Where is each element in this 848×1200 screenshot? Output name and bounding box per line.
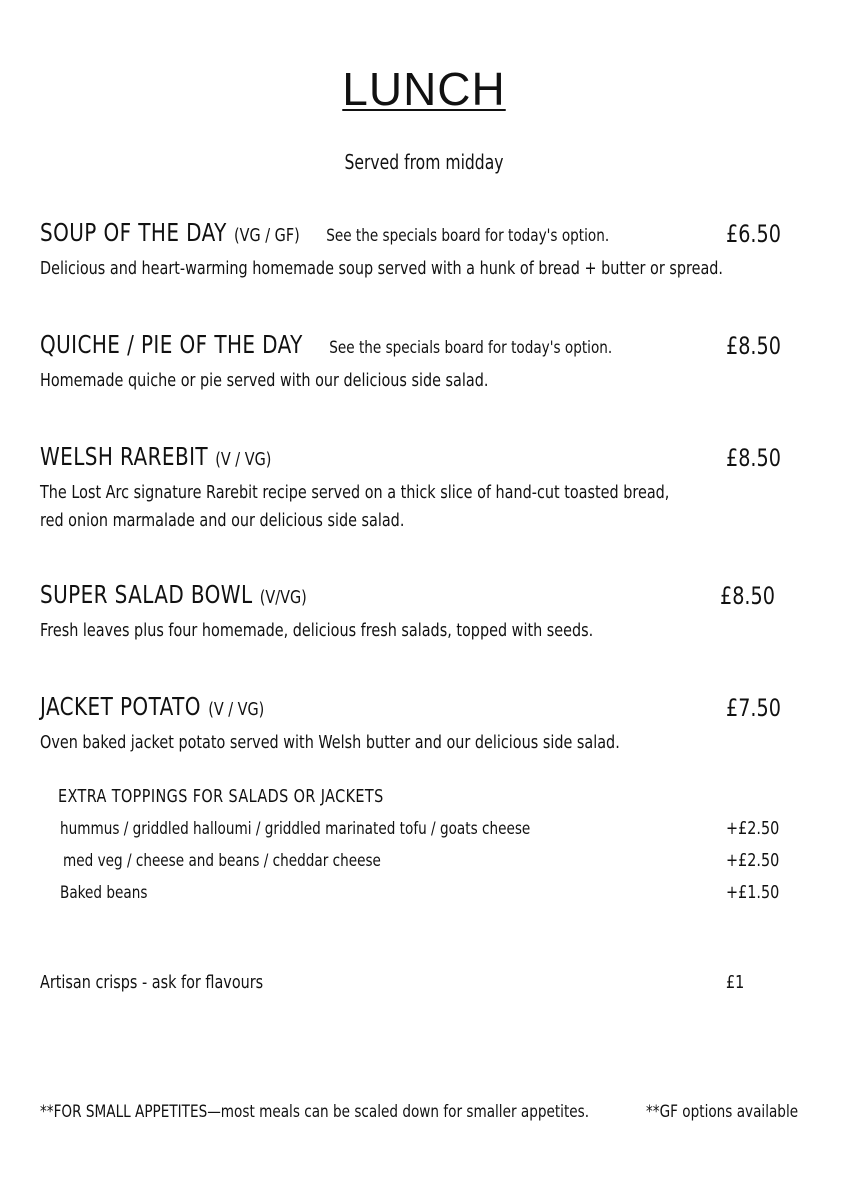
item-description: Homemade quiche or pie served with our delicious side salad. [40, 370, 489, 391]
crisps-price: £1 [726, 972, 745, 993]
item-name: JACKET POTATO [40, 692, 201, 721]
item-price: £6.50 [726, 220, 781, 248]
extra-row-label: med veg / cheese and beans / cheddar cheese [63, 851, 381, 871]
extras-heading: EXTRA TOPPINGS FOR SALADS OR JACKETS [58, 786, 384, 807]
item-price: £8.50 [720, 582, 775, 610]
extra-row-price: +£1.50 [726, 882, 780, 903]
menu-item-jacket-potato [40, 692, 264, 721]
item-description-line-2: red onion marmalade and our delicious side salad. [40, 510, 405, 531]
item-price: £7.50 [726, 694, 781, 722]
extra-row-label: hummus / griddled halloumi / griddled marinated tofu / goats cheese [60, 819, 531, 839]
extra-row-price: +£2.50 [726, 850, 780, 871]
item-description: Fresh leaves plus four homemade, delicious fresh salads, topped with seeds. [40, 620, 594, 641]
footer-small-appetites: **FOR SMALL APPETITES—most meals can be scaled down for smaller appetites. [40, 1102, 590, 1122]
item-diet-tag: (V/VG) [259, 587, 307, 608]
footer-gf-options: **GF options available [646, 1102, 799, 1122]
item-diet-tag: (V / VG) [215, 449, 272, 470]
item-note: See the specials board for today's option. [326, 226, 610, 246]
item-description: Oven baked jacket potato served with Welsh butter and our delicious side salad. [40, 732, 620, 753]
extra-row-label: Baked beans [60, 883, 148, 903]
item-price: £8.50 [726, 444, 781, 472]
menu-subtitle: Served from midday [344, 150, 504, 174]
menu-item-quiche [40, 330, 612, 359]
extra-row-price: +£2.50 [726, 818, 780, 839]
menu-item-welsh-rarebit [40, 442, 271, 471]
item-diet-tag: (VG / GF) [234, 225, 300, 246]
item-name: WELSH RAREBIT [40, 442, 208, 471]
item-name: SUPER SALAD BOWL [40, 580, 253, 609]
item-name: SOUP OF THE DAY [40, 218, 227, 247]
item-description: Delicious and heart-warming homemade soup served with a hunk of bread + butter or spread. [40, 258, 724, 279]
item-diet-tag: (V / VG) [208, 699, 265, 720]
item-note: See the specials board for today's option. [329, 338, 613, 358]
menu-item-soup [40, 218, 609, 247]
crisps-label: Artisan crisps - ask for flavours [40, 972, 264, 993]
menu-item-super-salad-bowl [40, 580, 307, 609]
item-description-line-1: The Lost Arc signature Rarebit recipe served on a thick slice of hand-cut toasted bread, [40, 482, 670, 503]
item-name: QUICHE / PIE OF THE DAY [40, 330, 303, 359]
item-price: £8.50 [726, 332, 781, 360]
menu-title: LUNCH [342, 63, 506, 115]
